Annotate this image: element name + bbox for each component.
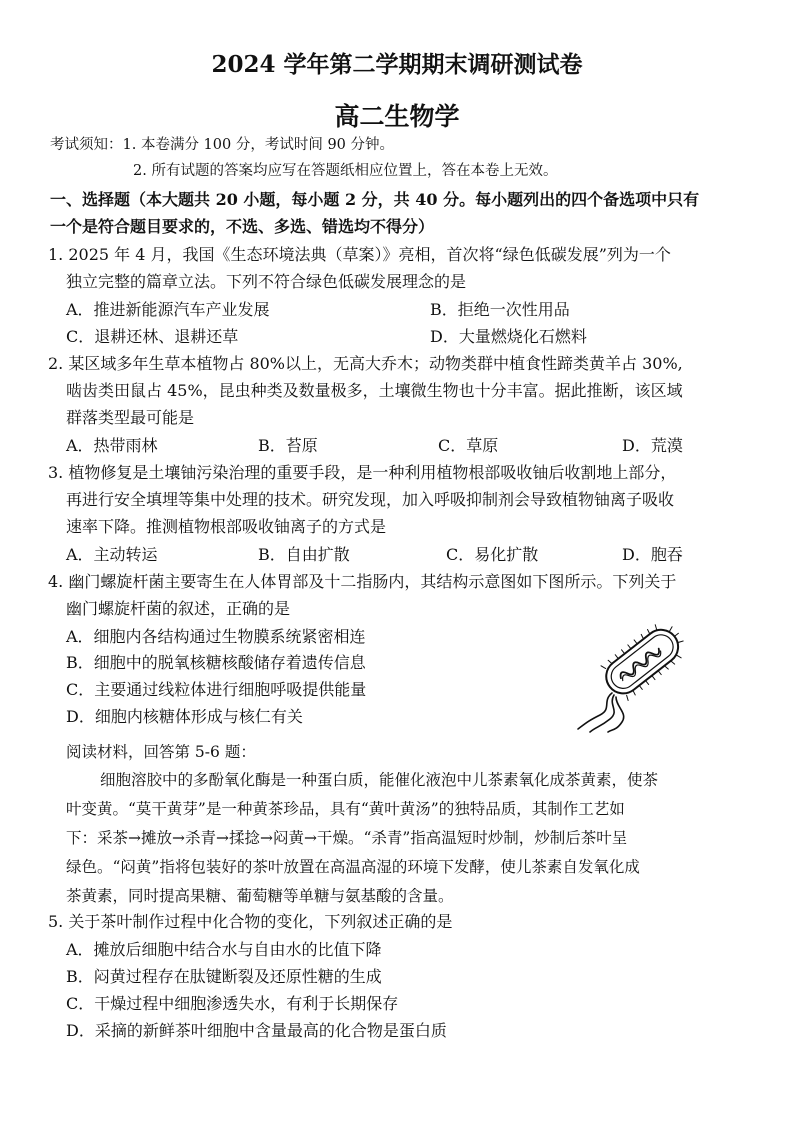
q2-stem-line-3: 群落类型最可能是 xyxy=(66,408,195,427)
section-heading-line-2: 一个是符合题目要求的，不选、多选、错选均不得分） xyxy=(50,217,435,236)
reading-line-5: 茶黄素，同时提高果糖、葡萄糖等单糖与氨基酸的含量。 xyxy=(66,887,454,905)
q5-stem-line-1: 5. 关于茶叶制作过程中化合物的变化，下列叙述正确的是 xyxy=(48,912,453,931)
q2-option-b: B．苔原 xyxy=(258,436,318,455)
section-heading-line-1: 一、选择题（本大题共 20 小题，每小题 2 分，共 40 分。每小题列出的四个备选项中只有 xyxy=(50,190,700,209)
q2-option-d: D．荒漠 xyxy=(622,436,683,455)
q5-option-d: D．采摘的新鲜茶叶细胞中含量最高的化合物是蛋白质 xyxy=(66,1021,447,1040)
q4-stem-line-1: 4. 幽门螺旋杆菌主要寄生在人体胃部及十二指肠内，其结构示意图如下图所示。下列关于 xyxy=(48,572,677,591)
q1-option-a: A．推进新能源汽车产业发展 xyxy=(66,300,270,319)
notice-line-1: 考试须知：1. 本卷满分 100 分，考试时间 90 分钟。 xyxy=(50,137,395,153)
q1-option-b: B．拒绝一次性用品 xyxy=(430,300,570,319)
q4-option-a: A．细胞内各结构通过生物膜系统紧密相连 xyxy=(66,627,366,646)
reading-line-2: 叶变黄。“莫干黄芽”是一种黄茶珍品，具有“黄叶黄汤”的独特品质，其制作工艺如 xyxy=(66,800,625,818)
q4-option-d: D．细胞内核糖体形成与核仁有关 xyxy=(66,707,303,726)
q3-option-d: D．胞吞 xyxy=(622,545,683,564)
q5-option-b: B．闷黄过程存在肽键断裂及还原性糖的生成 xyxy=(66,967,382,986)
bacterium-diagram-icon xyxy=(572,605,704,733)
q2-option-a: A．热带雨林 xyxy=(66,436,158,455)
q2-option-c: C．草原 xyxy=(438,436,499,455)
reading-heading: 阅读材料，回答第 5-6 题： xyxy=(66,743,256,761)
reading-line-4: 绿色。“闷黄”指将包装好的茶叶放置在高温高湿的环境下发酵，使儿茶素自发氧化成 xyxy=(66,858,640,876)
exam-subject: 高二生物学 xyxy=(334,102,460,131)
q3-stem-line-1: 3. 植物修复是土壤铀污染治理的重要手段，是一种利用植物根部吸收铀后收割地上部分， xyxy=(48,463,677,482)
q3-option-b: B．自由扩散 xyxy=(258,545,350,564)
q1-option-c: C．退耕还林、退耕还草 xyxy=(66,327,239,346)
reading-line-3: 下：采茶→摊放→杀青→揉捻→闷黄→干燥。“杀青”指高温短时炒制，炒制后茶叶呈 xyxy=(66,829,628,847)
q3-option-a: A．主动转运 xyxy=(66,545,158,564)
q2-stem-line-2: 啮齿类田鼠占 45%，昆虫种类及数量极多，土壤微生物也十分丰富。据此推断，该区域 xyxy=(66,381,683,400)
q2-stem-line-1: 2. 某区域多年生草本植物占 80%以上，无高大乔木；动物类群中植食性蹄类黄羊占 30%, xyxy=(48,354,683,373)
q1-stem-line-1: 1. 2025 年 4 月，我国《生态环境法典（草案）》亮相，首次将“绿色低碳发展”列为一个 xyxy=(48,245,671,264)
q1-option-d: D．大量燃烧化石燃料 xyxy=(430,327,587,346)
q3-stem-line-3: 速率下降。推测植物根部吸收铀离子的方式是 xyxy=(66,517,387,536)
q5-option-c: C．干燥过程中细胞渗透失水，有利于长期保存 xyxy=(66,994,399,1013)
q4-option-b: B．细胞中的脱氧核糖核酸储存着遗传信息 xyxy=(66,653,366,672)
exam-title: 2024 学年第二学期期末调研测试卷 xyxy=(211,51,583,78)
q5-option-a: A．摊放后细胞中结合水与自由水的比值下降 xyxy=(66,940,382,959)
q3-option-c: C．易化扩散 xyxy=(446,545,539,564)
notice-line-2: 2. 所有试题的答案均应写在答题纸相应位置上，答在本卷上无效。 xyxy=(133,163,558,179)
q4-stem-line-2: 幽门螺旋杆菌的叙述，正确的是 xyxy=(66,599,291,618)
q4-option-c: C．主要通过线粒体进行细胞呼吸提供能量 xyxy=(66,680,367,699)
reading-line-1: 细胞溶胶中的多酚氧化酶是一种蛋白质，能催化液泡中儿茶素氧化成茶黄素，使茶 xyxy=(100,771,659,789)
q3-stem-line-2: 再进行安全填埋等集中处理的技术。研究发现，加入呼吸抑制剂会导致植物铀离子吸收 xyxy=(66,490,675,509)
q1-stem-line-2: 独立完整的篇章立法。下列不符合绿色低碳发展理念的是 xyxy=(66,272,467,291)
